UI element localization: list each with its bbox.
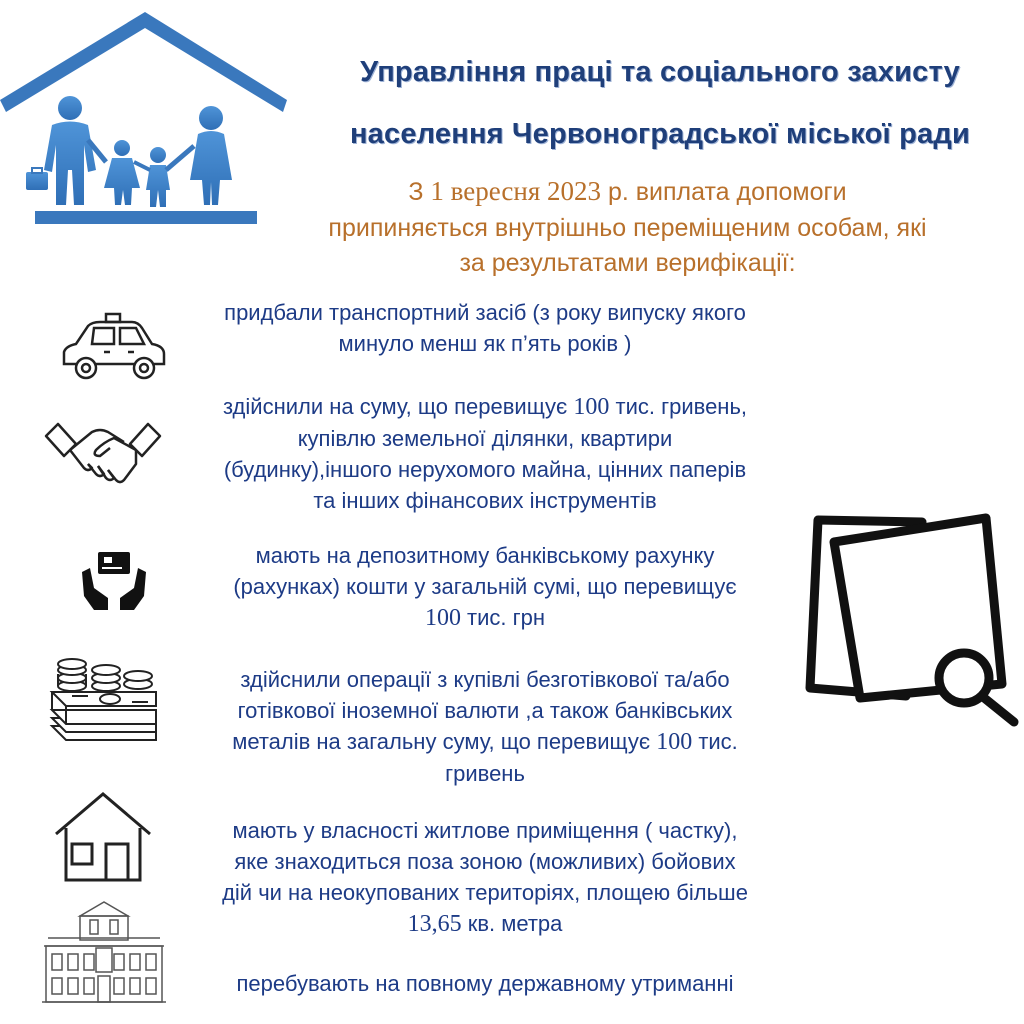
item-purchase-line4: та інших фінансових інструментів	[313, 488, 657, 513]
money-stack-icon	[48, 656, 160, 742]
notice-prefix: З	[408, 178, 431, 206]
card-in-hands-icon	[80, 548, 148, 612]
item-housing-area: 13,65	[407, 911, 462, 937]
notice-suffix: р. виплата допомоги	[601, 178, 847, 206]
item-housing-suffix: кв. метра	[461, 911, 563, 936]
item-purchase-amount: 100	[573, 394, 610, 420]
page-title-line1: Управління праці та соціального захисту	[360, 56, 960, 88]
documents-magnifier-icon	[806, 508, 1024, 740]
item-currency-amount: 100	[656, 729, 693, 755]
item-currency-line2: готівкової іноземної валюти ,а також банківських	[237, 698, 733, 723]
item-deposit-amount: 100	[424, 605, 461, 631]
item-purchase-line1	[150, 391, 820, 423]
item-currency-prefix: металів на загальну суму, що перевищує	[232, 729, 657, 754]
institution-building-icon	[40, 898, 168, 1006]
item-deposit-line3	[150, 602, 820, 634]
item-deposit-suffix: тис. грн	[460, 605, 546, 630]
item-deposit-line1: мають на депозитному банківському рахунку	[255, 543, 715, 568]
notice-line2: припиняється внутрішньо переміщеним особам, які	[328, 214, 927, 242]
item-currency-line4: гривень	[445, 761, 525, 786]
item-housing-line3: дій чи на неокупованих територіях, площею більше	[222, 880, 748, 905]
item-housing-line4	[150, 908, 820, 940]
notice-date: 1 вересня 2023	[430, 176, 602, 206]
item-purchase-suffix: тис. гривень,	[609, 394, 748, 419]
item-vehicle	[150, 297, 820, 359]
item-purchase	[150, 391, 820, 516]
house-icon	[54, 790, 152, 882]
notice-line3: за результатами верифікації:	[459, 249, 796, 277]
item-state-support	[150, 968, 820, 999]
item-housing-line1: мають у власності житлове приміщення ( частку),	[232, 818, 738, 843]
handshake-icon	[44, 418, 162, 498]
item-deposit-line2: (рахунках) кошти у загальній сумі, що перевищує	[233, 574, 737, 599]
item-purchase-prefix: здійснили на суму, що перевищує	[222, 394, 574, 419]
item-purchase-line3: (будинку),іншого нерухомого майна, цінних паперів	[223, 457, 747, 482]
item-currency-line3	[150, 726, 820, 758]
item-deposit	[150, 540, 820, 634]
notice-line1	[255, 174, 1000, 210]
item-currency	[150, 664, 820, 789]
item-housing	[150, 815, 820, 940]
item-vehicle-line2: минуло менш як п’ять років )	[338, 331, 632, 356]
item-purchase-line2: купівлю земельної ділянки, квартири	[297, 426, 673, 451]
item-currency-line1: здійснили операції з купівлі безготівкової та/або	[240, 667, 730, 692]
item-housing-line2: яке знаходиться поза зоною (можливих) бойових	[234, 849, 736, 874]
item-currency-suffix: тис.	[692, 729, 738, 754]
item-vehicle-line1: придбали транспортний засіб (з року випуску якого	[224, 300, 746, 325]
item-state-support-line1: перебувають на повному державному утриманні	[236, 971, 734, 996]
page-title-line2: населення Червоноградської міської ради	[349, 118, 971, 150]
